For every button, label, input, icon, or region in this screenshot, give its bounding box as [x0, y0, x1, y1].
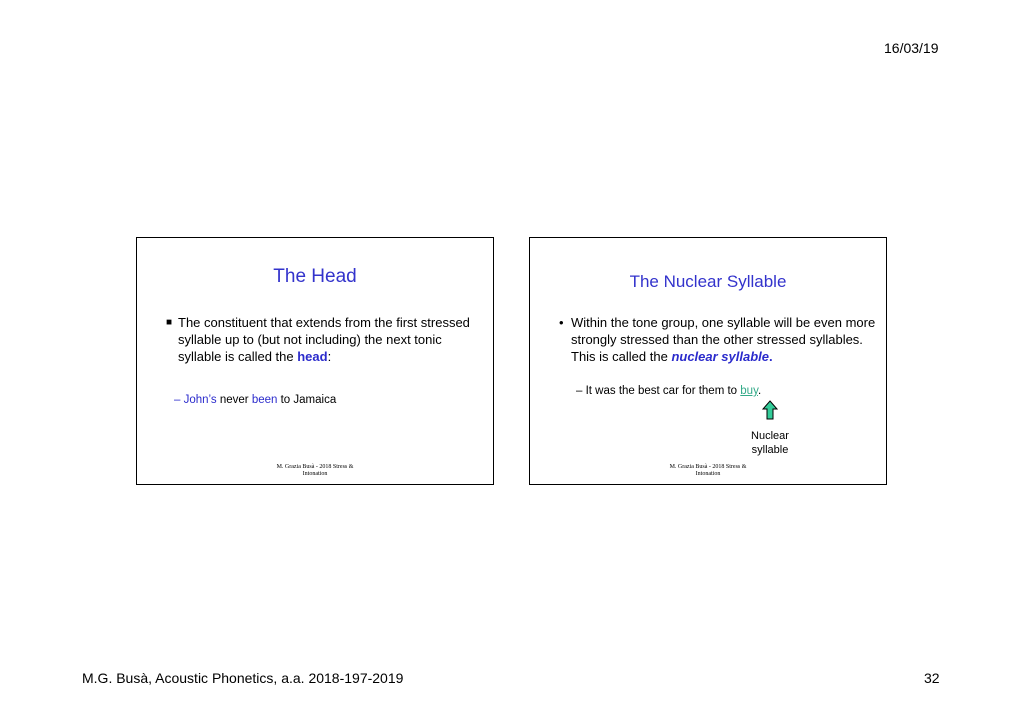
slide-footer: [530, 464, 886, 478]
slide-the-head: [136, 237, 494, 485]
slide-footer-line2: Intonation: [695, 471, 721, 477]
bullet-highlight: nuclear syllable: [671, 349, 769, 364]
page-number: 32: [924, 670, 940, 686]
slide-bullet: [559, 314, 876, 365]
bullet-end: .: [769, 349, 773, 364]
annotation-line1: Nuclear: [751, 430, 789, 442]
example-word-been: been: [251, 394, 278, 406]
page-footer: M.G. Busà, Acoustic Phonetics, a.a. 2018-197-2019: [82, 670, 404, 686]
slide-footer-line1: M. Grazia Busà - 2018 Stress &: [669, 464, 747, 470]
example-text: – It was the best car for them to: [576, 385, 741, 397]
example-link-buy[interactable]: buy: [740, 385, 758, 397]
slide-title: The Nuclear Syllable: [629, 272, 787, 291]
slide-footer-line1: M. Grazia Busà - 2018 Stress &: [276, 464, 354, 470]
slide-nuclear-syllable: [529, 237, 887, 485]
example-end: .: [757, 385, 762, 397]
example-word-rest: to Jamaica: [277, 394, 337, 406]
up-arrow-icon: [762, 400, 778, 420]
slide-title: The Head: [273, 266, 357, 287]
bullet-end: :: [327, 349, 332, 364]
example-sentence: [174, 394, 336, 406]
bullet-marker: ■: [166, 317, 173, 328]
bullet-marker: •: [559, 315, 564, 330]
bullet-highlight: head: [297, 349, 328, 364]
bullet-text: The constituent that extends from the first stressed syllable up to (but not including) the next tonic syllable is called the: [178, 315, 470, 364]
example-word-johns: John’s: [183, 394, 217, 406]
page-date: 16/03/19: [884, 40, 939, 56]
example-word-never: never: [216, 394, 252, 406]
example-dash: –: [174, 394, 184, 406]
nuclear-syllable-annotation: [740, 429, 800, 457]
annotation-line2: syllable: [751, 444, 789, 456]
bullet-text: Within the tone group, one syllable will be even more strongly stressed than the other stressed syllables. This is called the: [571, 315, 876, 364]
example-sentence: [576, 385, 761, 397]
slide-bullet: [166, 314, 483, 365]
slide-footer-line2: Intonation: [302, 471, 328, 477]
slide-footer: [137, 464, 493, 478]
